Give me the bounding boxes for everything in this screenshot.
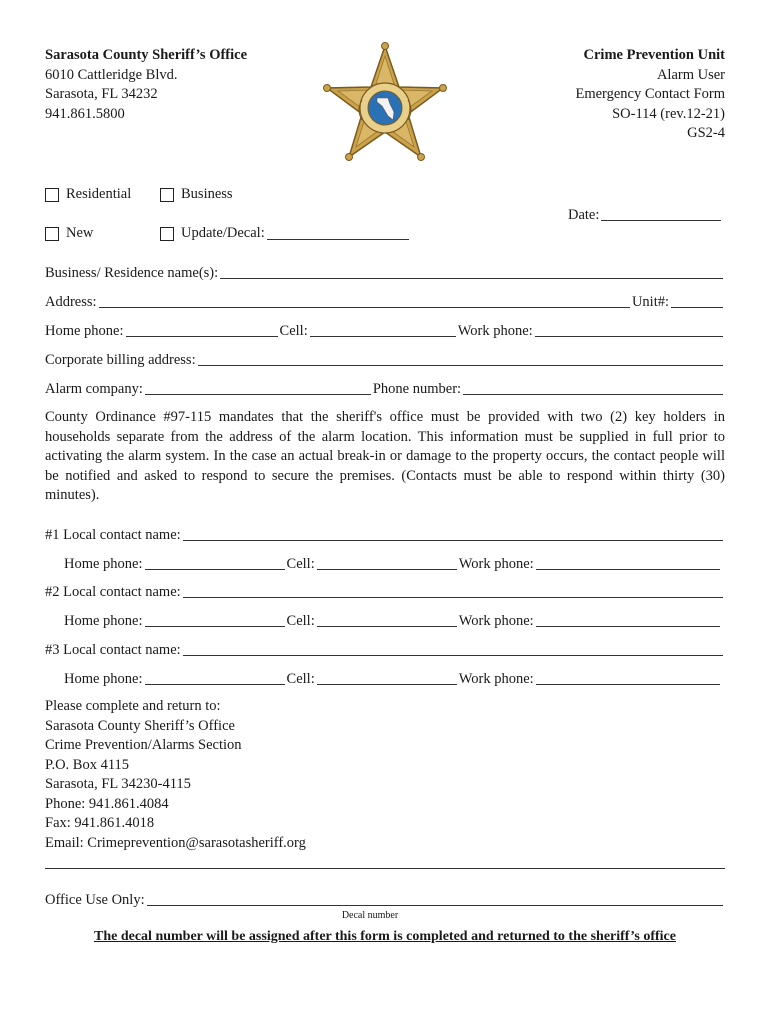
contact2-home-label: Home phone: [64,613,143,629]
sheriff-star-badge-icon [322,42,448,168]
contact2-phones-row [64,610,722,630]
unit-input[interactable] [671,293,723,308]
return-line4: P.O. Box 4115 [45,756,130,773]
business-option[interactable] [160,186,233,203]
billing-row [45,349,725,369]
update-decal-input[interactable] [267,227,409,240]
form-title-line2: Emergency Contact Form [575,86,725,102]
contact3-home-label: Home phone: [64,671,143,687]
form-number: SO-114 (rev.12-21) [612,105,725,122]
form-title-block [485,46,725,144]
business-name-row [45,262,725,282]
contact3-cell-input[interactable] [317,670,457,685]
alarm-company-row [45,378,725,398]
contact1-work-input[interactable] [536,555,720,570]
form-title-line1: Alarm User [656,66,725,83]
contact2-name-label: #2 Local contact name: [45,584,181,600]
section-divider [45,868,725,869]
return-line5: Sarasota, FL 34230-4115 [45,776,191,792]
business-name-input[interactable] [220,264,723,279]
contact1-name-input[interactable] [183,526,723,541]
unit-name: Crime Prevention Unit [583,47,725,63]
org-name: Sarasota County Sheriff’s Office [45,47,248,63]
home-phone-label: Home phone: [45,323,124,339]
ordinance-paragraph: County Ordinance #97-115 mandates that the sheriff's office must be provided with two (2) key holders in households separate from the address of the alarm location. This information must be supplied in full prior to activating the alarm system. In the case an actual break-in or damage to the property occurs, the contact people will be notified and asked to respond to secure the premises. (Contacts must be able to respond within thirty (30) minutes). [45,409,725,503]
new-option[interactable] [45,225,93,242]
return-email: Email: Crimeprevention@sarasotasheriff.org [45,834,306,851]
footer-note: The decal number will be assigned after this form is completed and returned to the sheriff’s office [94,929,676,944]
contact3-work-label: Work phone: [458,671,534,687]
contact2-home-input[interactable] [145,612,285,627]
office-phone: 941.861.5800 [45,105,125,122]
contact3-phones-row [64,668,722,688]
contact3-home-input[interactable] [145,670,285,685]
new-label: New [66,225,94,241]
residential-option[interactable] [45,186,131,203]
phone-number-input[interactable] [463,380,723,395]
contact1-home-input[interactable] [145,555,285,570]
work-phone-label: Work phone: [457,323,533,339]
update-decal-checkbox[interactable] [160,227,174,241]
contact1-name-label: #1 Local contact name: [45,527,181,543]
business-checkbox[interactable] [160,188,174,202]
update-decal-option[interactable] [160,225,411,242]
decal-number-input[interactable] [147,891,723,906]
return-line1: Please complete and return to: [45,698,221,714]
unit-label: Unit#: [631,294,669,310]
contact3-cell-label: Cell: [286,671,315,687]
residential-label: Residential [66,186,132,202]
contact2-cell-label: Cell: [286,613,315,629]
cell-input[interactable] [310,322,456,337]
sheriff-office-address-block [45,46,247,124]
contact1-work-label: Work phone: [458,556,534,572]
date-row [568,204,723,224]
new-checkbox[interactable] [45,227,59,241]
business-label: Business [181,186,233,202]
return-line3: Crime Prevention/Alarms Section [45,737,242,753]
phone-number-label: Phone number: [372,381,462,397]
contact3-work-input[interactable] [536,670,720,685]
contact1-phones-row [64,553,722,573]
contact1-home-label: Home phone: [64,556,143,572]
contact2-name-row [45,581,725,601]
phones-row [45,320,725,340]
return-address-block [45,697,306,853]
decal-number-caption: Decal number [341,910,399,921]
contact3-name-input[interactable] [183,641,723,656]
date-input[interactable] [601,206,721,221]
address-input[interactable] [99,293,630,308]
alarm-company-input[interactable] [145,380,371,395]
residential-checkbox[interactable] [45,188,59,202]
contact3-name-label: #3 Local contact name: [45,642,181,658]
update-decal-label: Update/Decal: [181,225,265,241]
contact2-work-label: Work phone: [458,613,534,629]
business-name-label: Business/ Residence name(s): [45,265,219,281]
billing-label: Corporate billing address: [45,352,196,368]
home-phone-input[interactable] [126,322,278,337]
billing-input[interactable] [198,351,723,366]
address-label: Address: [45,294,97,310]
contact1-cell-label: Cell: [286,556,315,572]
return-fax: Fax: 941.861.4018 [45,815,155,831]
office-use-label: Office Use Only: [45,892,145,908]
contact2-work-input[interactable] [536,612,720,627]
contact2-cell-input[interactable] [317,612,457,627]
return-phone: Phone: 941.861.4084 [45,795,169,812]
form-code: GS2-4 [687,125,725,141]
work-phone-input[interactable] [535,322,723,337]
contact1-cell-input[interactable] [317,555,457,570]
alarm-company-label: Alarm company: [45,381,143,397]
city-address: Sarasota, FL 34232 [45,86,158,102]
contact2-name-input[interactable] [183,583,723,598]
date-label: Date: [568,207,600,223]
office-use-row [45,889,725,909]
address-row [45,291,725,311]
cell-label: Cell: [279,323,308,339]
street-address: 6010 Cattleridge Blvd. [45,66,178,83]
contact3-name-row [45,639,725,659]
contact1-name-row [45,524,725,544]
return-line2: Sarasota County Sheriff’s Office [45,717,235,734]
